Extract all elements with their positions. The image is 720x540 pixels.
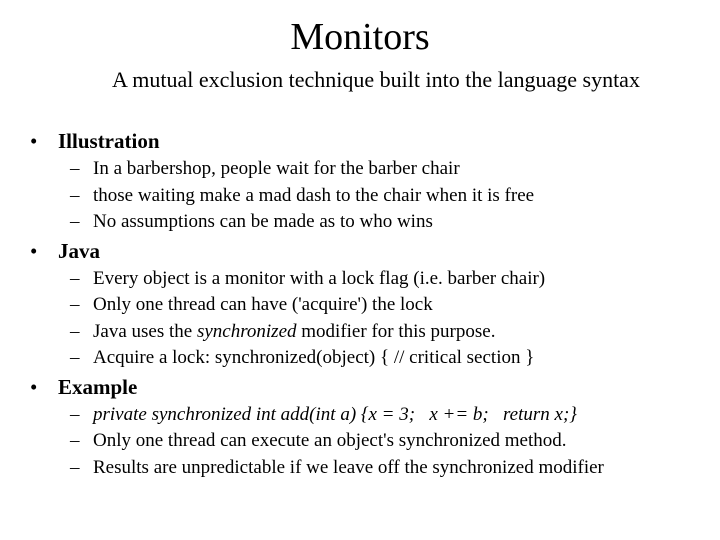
bullet-heading: Example (58, 374, 138, 399)
dash-marker: – (70, 456, 80, 478)
bullet-example (30, 372, 710, 402)
dash-marker: – (70, 347, 80, 368)
dash-marker: – (70, 294, 80, 315)
dash-marker: – (70, 211, 80, 232)
sub-item-text: Results are unpredictable if we leave off the synchronized modifier (93, 456, 604, 478)
sub-item-text: Every object is a monitor with a lock flag (i.e. barber chair) (93, 267, 546, 289)
sub-item-text-post: modifier for this purpose. (296, 320, 496, 342)
sub-item-text-emphasis: synchronized (196, 320, 297, 342)
bullet-java (30, 236, 710, 266)
code-example-text: private synchronized int add(int a) {x = 3; x += b; return x;} (93, 403, 577, 425)
sub-item (70, 183, 710, 210)
dash-marker: – (70, 158, 80, 179)
dash-marker: – (70, 403, 80, 425)
sub-list-illustration (70, 156, 710, 236)
dash-marker: – (70, 267, 80, 289)
slide-title: Monitors (290, 16, 430, 58)
bullet-marker: • (30, 374, 38, 399)
sub-item (70, 402, 710, 429)
bullet-illustration (30, 126, 710, 156)
bullet-heading: Java (58, 238, 100, 263)
dash-marker: – (70, 184, 80, 206)
bullet-marker: • (30, 238, 38, 263)
sub-item-text: those waiting make a mad dash to the chair when it is free (93, 184, 535, 206)
dash-marker: – (70, 430, 80, 451)
sub-item (70, 266, 710, 293)
dash-marker: – (70, 320, 80, 342)
bullet-list (30, 126, 710, 481)
bullet-marker: • (30, 129, 38, 153)
sub-item (70, 428, 710, 455)
sub-item (70, 209, 710, 236)
sub-item (70, 292, 710, 319)
sub-list-java (70, 266, 710, 372)
sub-item-text: In a barbershop, people wait for the barber chair (93, 158, 460, 179)
sub-item (70, 345, 710, 372)
sub-item-text: Only one thread can have ('acquire') the lock (93, 294, 433, 315)
slide-subtitle: A mutual exclusion technique built into the language syntax (112, 67, 640, 92)
sub-item (70, 156, 710, 183)
sub-item (70, 455, 710, 482)
sub-item-text-pre: Java uses the (93, 320, 197, 342)
sub-item (70, 319, 710, 346)
sub-list-example (70, 402, 710, 482)
sub-item-text: Only one thread can execute an object's synchronized method. (93, 430, 567, 451)
sub-item-text: Acquire a lock: synchronized(object) { // critical section } (93, 347, 535, 368)
sub-item-text: No assumptions can be made as to who wins (93, 211, 433, 232)
bullet-heading: Illustration (58, 129, 160, 153)
sub-item-text (93, 319, 495, 346)
